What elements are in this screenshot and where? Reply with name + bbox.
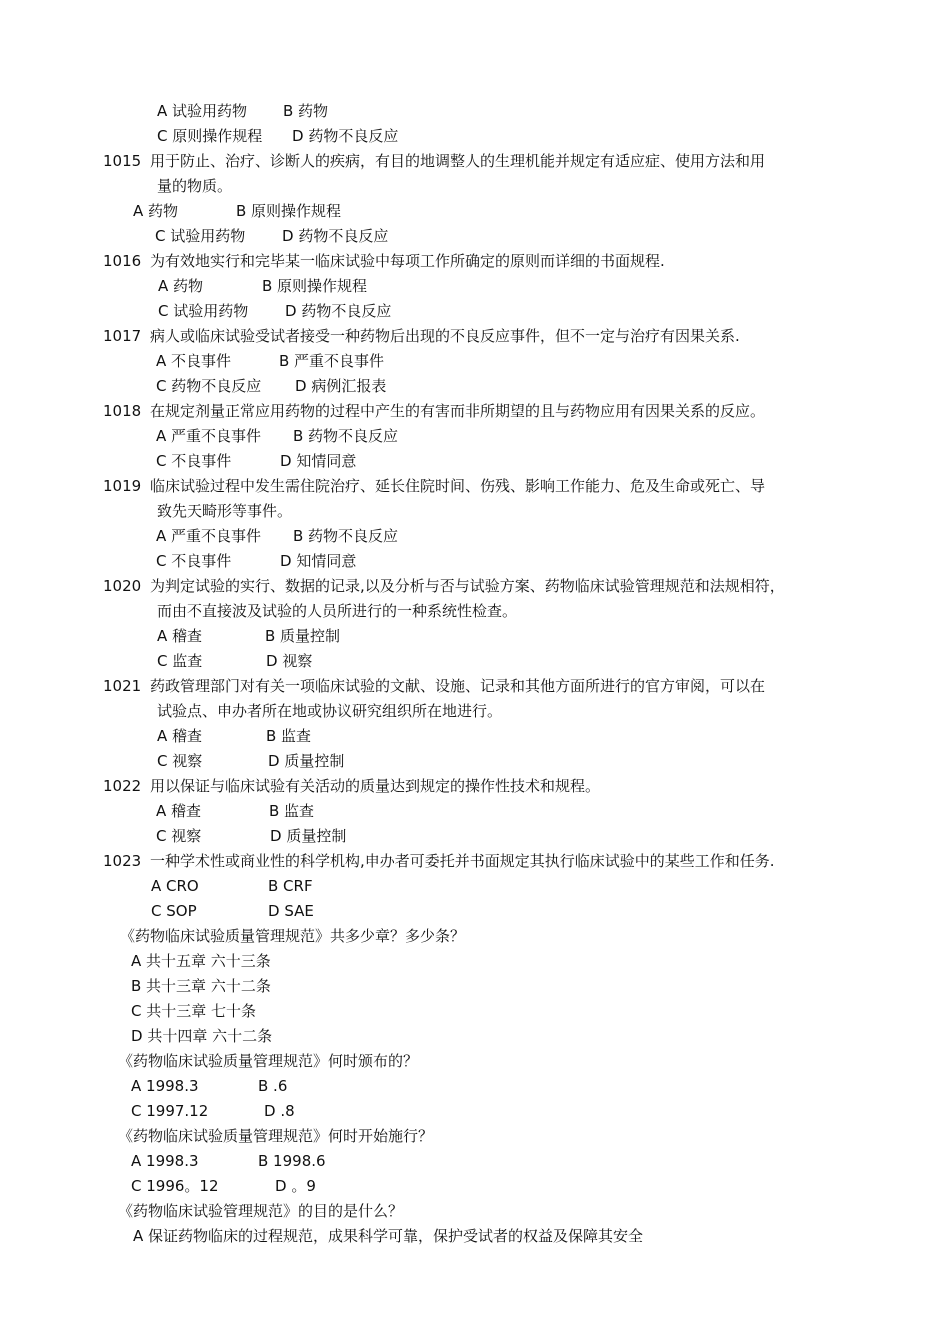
option-c: C 药物不良反应 — [156, 377, 262, 395]
option-c: C 共十三章 七十条 — [131, 1002, 257, 1020]
question-number: 1019 — [103, 477, 142, 495]
option-b: B CRF — [268, 877, 313, 895]
option-c: C 试验用药物 — [155, 227, 246, 245]
option-d: D 共十四章 六十二条 — [131, 1027, 273, 1045]
option-c: C 监查 — [157, 652, 203, 670]
question-text: 为判定试验的实行、数据的记录,以及分析与否与试验方案、药物临床试验管理规范和法规相符， — [150, 577, 785, 595]
question-text: 《药物临床试验质量管理规范》何时颁布的？ — [118, 1052, 419, 1070]
option-b: B 监查 — [266, 727, 312, 745]
option-b: B 共十三章 六十二条 — [131, 977, 271, 995]
option-c: C 视察 — [156, 827, 202, 845]
question-number: 1015 — [103, 152, 142, 170]
option-d: D 药物不良反应 — [285, 302, 392, 320]
option-c: C SOP — [151, 902, 197, 920]
question-text: 一种学术性或商业性的科学机构,申办者可委托并书面规定其执行临床试验中的某些工作和任务. — [150, 852, 775, 870]
question-text-cont: 致先天畸形等事件。 — [157, 502, 293, 520]
option-d: D 视察 — [266, 652, 313, 670]
question-text-cont: 而由不直接波及试验的人员所进行的一种系统性检查。 — [157, 602, 518, 620]
question-text-cont: 试验点、申办者所在地或协议研究组织所在地进行。 — [157, 702, 503, 720]
option-d: D 知情同意 — [280, 552, 357, 570]
question-number: 1016 — [103, 252, 142, 270]
question-number: 1022 — [103, 777, 142, 795]
option-c: C 视察 — [157, 752, 203, 770]
option-c: C 试验用药物 — [158, 302, 249, 320]
option-b: B 质量控制 — [265, 627, 341, 645]
question-text: 药政管理部门对有关一项临床试验的文献、设施、记录和其他方面所进行的官方审阅，可以在 — [150, 677, 766, 695]
option-a: A 1998.3 — [131, 1077, 199, 1095]
option-c: C 1996。12 — [131, 1177, 219, 1195]
option-a: A 保证药物临床的过程规范，成果科学可靠，保护受试者的权益及保障其安全 — [133, 1227, 644, 1245]
option-d: D 药物不良反应 — [282, 227, 389, 245]
option-a: A 药物 — [158, 277, 204, 295]
option-c: C 1997.12 — [131, 1102, 209, 1120]
option-a: A 试验用药物 — [157, 102, 248, 120]
option-a: A CRO — [151, 877, 199, 895]
option-d: D 质量控制 — [270, 827, 347, 845]
question-text: 临床试验过程中发生需住院治疗、延长住院时间、伤残、影响工作能力、危及生命或死亡、导 — [150, 477, 766, 495]
option-a: A 稽查 — [157, 727, 203, 745]
option-a: A 严重不良事件 — [156, 427, 262, 445]
question-number: 1017 — [103, 327, 142, 345]
option-a: A 药物 — [133, 202, 179, 220]
question-text-cont: 量的物质。 — [157, 177, 233, 195]
option-c: C 原则操作规程 — [157, 127, 263, 145]
question-text: 用以保证与临床试验有关活动的质量达到规定的操作性技术和规程。 — [150, 777, 601, 795]
option-d: D 病例汇报表 — [295, 377, 387, 395]
question-text: 在规定剂量正常应用药物的过程中产生的有害而非所期望的且与药物应用有因果关系的反应。 — [150, 402, 766, 420]
option-b: B 药物不良反应 — [293, 427, 399, 445]
option-b: B 药物不良反应 — [293, 527, 399, 545]
option-d: D .8 — [264, 1102, 295, 1120]
option-b: B 严重不良事件 — [279, 352, 385, 370]
option-d: D 。9 — [275, 1177, 316, 1195]
question-number: 1021 — [103, 677, 142, 695]
option-b: B .6 — [258, 1077, 288, 1095]
option-b: B 药物 — [283, 102, 329, 120]
question-number: 1018 — [103, 402, 142, 420]
option-c: C 不良事件 — [156, 452, 232, 470]
option-d: D 药物不良反应 — [292, 127, 399, 145]
option-b: B 监查 — [269, 802, 315, 820]
question-number: 1023 — [103, 852, 142, 870]
question-text: 《药物临床试验质量管理规范》共多少章？多少条？ — [120, 927, 466, 945]
option-d: D 质量控制 — [268, 752, 345, 770]
question-text: 为有效地实行和完毕某一临床试验中每项工作所确定的原则而详细的书面规程. — [150, 252, 665, 270]
option-a: A 共十五章 六十三条 — [131, 952, 271, 970]
option-d: D 知情同意 — [280, 452, 357, 470]
option-b: B 原则操作规程 — [236, 202, 342, 220]
option-a: A 严重不良事件 — [156, 527, 262, 545]
option-a: A 稽查 — [157, 627, 203, 645]
option-a: A 不良事件 — [156, 352, 232, 370]
option-b: B 1998.6 — [258, 1152, 326, 1170]
option-d: D SAE — [268, 902, 314, 920]
option-b: B 原则操作规程 — [262, 277, 368, 295]
option-c: C 不良事件 — [156, 552, 232, 570]
option-a: A 稽查 — [156, 802, 202, 820]
question-text: 《药物临床试验质量管理规范》何时开始施行？ — [118, 1127, 434, 1145]
question-number: 1020 — [103, 577, 142, 595]
question-text: 病人或临床试验受试者接受一种药物后出现的不良反应事件，但不一定与治疗有因果关系. — [150, 327, 740, 345]
option-a: A 1998.3 — [131, 1152, 199, 1170]
question-text: 《药物临床试验管理规范》的目的是什么？ — [118, 1202, 404, 1220]
question-text: 用于防止、治疗、诊断人的疾病，有目的地调整人的生理机能并规定有适应症、使用方法和用 — [150, 152, 766, 170]
